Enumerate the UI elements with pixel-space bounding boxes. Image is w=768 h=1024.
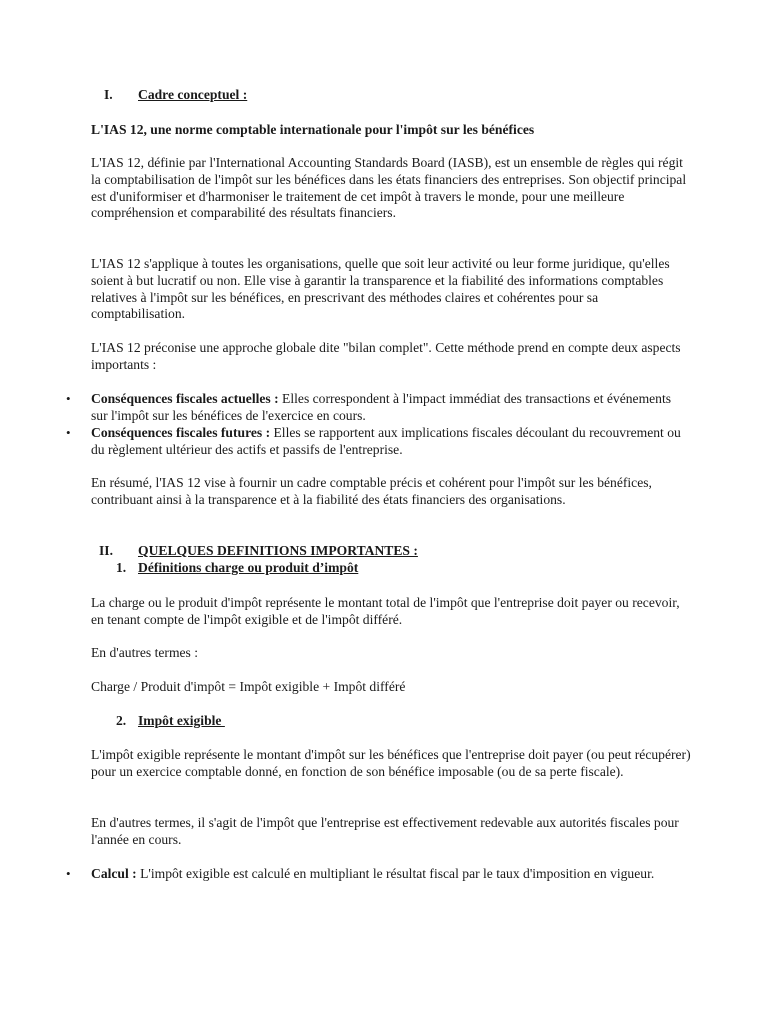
list-item-text: L'impôt exigible est calculé en multipliant le résultat fiscal par le taux d'imposition en vigueur. (136, 866, 655, 881)
list-item-calcul (91, 866, 691, 883)
paragraph-other-terms: En d'autres termes : (91, 645, 199, 660)
section-2-numeral: II. (99, 543, 113, 558)
bullet-icon: • (66, 425, 71, 440)
list-item-text: Elles correspondent à l'impact immédiat des transactions et événements sur l'impôt sur les bénéfices de l'exercice en cours. (91, 391, 672, 423)
bullet-icon: • (66, 391, 71, 406)
paragraph-impot-exigible-other-terms: En d'autres termes, il s'agit de l'impôt que l'entreprise est effectivement redevable aux autorités fiscales pour l'année en cours. (91, 815, 679, 847)
list-item-term: Conséquences fiscales futures : (91, 425, 271, 440)
paragraph-ias12-definition: L'IAS 12, définie par l'International Accounting Standards Board (IASB), est un ensemble de règles qui régit la comptabilisation de l'impôt sur les bénéfices dans les états financiers des entreprises. Son objectif principal est d'uniformiser et d'harmoniser le traitement de cet impôt à travers le monde, pour une meilleure compréhension et comparabilité des résultats financiers. (91, 155, 687, 221)
paragraph-charge-definition: La charge ou le produit d'impôt représente le montant total de l'impôt que l'entreprise doit payer ou recevoir, en tenant compte de l'impôt exigible et de l'impôt différé. (91, 595, 680, 627)
subsection-1-number: 1. (116, 560, 127, 575)
section-1-numeral: I. (104, 87, 113, 102)
list-item-current-consequences (91, 391, 691, 425)
paragraph-ias12-approach: L'IAS 12 préconise une approche globale dite "bilan complet". Cette méthode prend en compte deux aspects importants : (91, 340, 681, 372)
list-item-future-consequences (91, 425, 691, 459)
subsection-1-title: Définitions charge ou produit d’impôt (138, 560, 359, 575)
paragraph-summary: En résumé, l'IAS 12 vise à fournir un cadre comptable précis et cohérent pour l'impôt sur les bénéfices, contribuant ainsi à la transparence et à la fiabilité des états financiers des organisations. (91, 475, 652, 507)
list-item-text: Elles se rapportent aux implications fiscales découlant du recouvrement ou du règlement ultérieur des actifs et passifs de l'entreprise. (91, 425, 681, 457)
section-2-title: QUELQUES DEFINITIONS IMPORTANTES : (138, 543, 418, 558)
subsection-2-title: Impôt exigible (138, 713, 225, 728)
paragraph-ias12-scope: L'IAS 12 s'applique à toutes les organisations, quelle que soit leur activité ou leur forme juridique, qu'elles soient à but lucratif ou non. Elle vise à garantir la transparence et la fiabilité des informations comptables relatives à l'impôt sur les bénéfices, en prescrivant des méthodes claires et cohérentes pour sa comptabilisation. (91, 256, 670, 322)
section-1-subtitle: L'IAS 12, une norme comptable internationale pour l'impôt sur les bénéfices (91, 122, 535, 137)
list-item-term: Calcul : (91, 866, 137, 881)
paragraph-impot-exigible: L'impôt exigible représente le montant d'impôt sur les bénéfices que l'entreprise doit payer (ou peut récupérer) pour un exercice comptable donné, en fonction de son bénéfice imposable (ou de sa perte fiscale). (91, 747, 691, 779)
subsection-2-number: 2. (116, 713, 127, 728)
list-item-term: Conséquences fiscales actuelles : (91, 391, 279, 406)
formula-text: Charge / Produit d'impôt = Impôt exigible + Impôt différé (91, 679, 406, 694)
bullet-icon: • (66, 866, 71, 881)
section-1-title: Cadre conceptuel : (138, 87, 248, 102)
